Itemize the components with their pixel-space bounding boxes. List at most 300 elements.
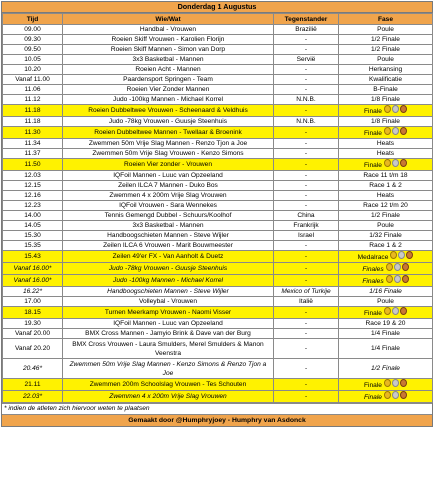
opponent-cell [274,297,339,307]
opponent-cell [274,25,339,35]
event-cell [63,359,274,379]
opponent-cell [274,35,339,45]
time-cell-text: 11.30 [24,129,41,136]
phase-cell-text: Finales [362,266,384,273]
opponent-cell-text: Italië [299,298,313,305]
phase-cell-text: Heats [376,150,395,157]
phase-cell [339,35,433,45]
phase-cell-text: 1/16 Finale [369,288,402,295]
event-cell [63,171,274,181]
table-row [3,251,433,263]
opponent-cell [274,241,339,251]
silver-medal-icon [392,105,399,113]
table-row [3,319,433,329]
event-cell-text: Roeien Skiff Mannen - Simon van Dorp [110,46,226,53]
table-row [3,307,433,319]
event-cell [63,241,274,251]
bronze-medal-icon [400,105,407,113]
opponent-cell-text: - [304,242,308,249]
event-cell [63,45,274,55]
time-cell-text: 12.16 [24,192,41,199]
opponent-cell [274,149,339,159]
time-cell [3,127,63,139]
time-cell-text: 17.00 [24,298,41,305]
phase-cell-text: Finale [364,394,382,401]
schedule-table [2,13,433,403]
event-cell [63,85,274,95]
opponent-cell-text: - [304,253,308,260]
event-cell [63,105,274,117]
phase-cell-text: 1/2 Finale [371,365,400,372]
event-cell-text: BMX Cross Mannen - Jamyio Brink & Dave van der Burg [85,330,251,337]
phase-cell [339,319,433,329]
table-row [3,201,433,211]
table-row [3,95,433,105]
event-cell [63,139,274,149]
event-cell [63,339,274,359]
opponent-cell-text: Brazilië [295,26,317,33]
table-row [3,159,433,171]
event-cell-text: Paardensport Springen - Team [123,76,213,83]
gold-medal-icon [384,307,391,315]
table-row [3,55,433,65]
phase-cell [339,241,433,251]
table-row [3,241,433,251]
table-row [3,275,433,287]
opponent-cell-text: - [304,182,308,189]
medal-icons [384,307,407,315]
opponent-cell [274,85,339,95]
table-row [3,117,433,127]
table-row [3,35,433,45]
event-cell-text: Roeien Dubbeltwee Mannen - Twellaar & Broenink [94,129,242,136]
event-cell [63,263,274,275]
table-row [3,287,433,297]
phase-cell-text: 1/8 Finale [371,96,400,103]
table-row [3,45,433,55]
opponent-cell-text: - [304,393,308,400]
event-cell [63,307,274,319]
phase-cell-text: Heats [376,140,395,147]
medal-icons [384,391,407,399]
phase-cell [339,105,433,117]
medal-icons [384,159,407,167]
opponent-cell-text: - [304,76,308,83]
time-cell-text: Vanaf 16.00* [13,277,52,284]
table-row [3,231,433,241]
time-cell-text: 11.18 [24,118,41,125]
opponent-cell-text: - [304,46,308,53]
time-cell [3,307,63,319]
opponent-cell [274,95,339,105]
event-cell [63,117,274,127]
event-cell-text: Zwemmen 4 x 200m Vrije Slag Vrouwen [109,192,227,199]
event-cell-text: Handbal - Vrouwen [139,26,197,33]
event-cell-text: Handboogschieten Mannen - Steve Wijler [107,232,229,239]
schedule-sheet [1,1,433,427]
time-cell-text: 09.30 [24,36,41,43]
time-cell-text: 20.46* [22,365,43,372]
phase-cell-text: Race 11 t/m 18 [363,172,408,179]
phase-cell [339,149,433,159]
time-cell-text: 21.11 [24,381,41,388]
column-header-event: Wie/Wat [63,14,274,25]
event-cell-text: Judo -78kg Vrouwen - Guusje Steenhuis [108,118,228,125]
event-cell-text: Handboogschieten Mannen - Steve Wijler [107,288,229,295]
event-cell [63,35,274,45]
time-cell [3,359,63,379]
phase-cell [339,263,433,275]
phase-cell [339,359,433,379]
event-cell [63,287,274,297]
phase-cell [339,25,433,35]
phase-cell [339,221,433,231]
gold-medal-icon [386,275,393,283]
time-cell [3,35,63,45]
phase-cell [339,231,433,241]
phase-cell-text: 1/32 Finale [369,232,402,239]
event-cell-text: Roeien Acht - Mannen [135,66,201,73]
opponent-cell [274,201,339,211]
table-row [3,171,433,181]
time-cell [3,105,63,117]
phase-cell-text: Finale [364,382,382,389]
opponent-cell-text: - [304,66,308,73]
table-row [3,263,433,275]
time-cell-text: 16.22* [22,288,43,295]
time-cell [3,241,63,251]
time-cell-text: 09.50 [24,46,41,53]
medal-icons [384,127,407,135]
time-cell [3,55,63,65]
time-cell-text: 14.00 [24,212,41,219]
gold-medal-icon [386,263,393,271]
silver-medal-icon [394,275,401,283]
medal-icons [384,379,407,387]
column-header-opponent: Tegenstander [274,14,339,25]
time-cell-text: 11.06 [24,86,41,93]
event-cell-text: IQFoil Mannen - Luuc van Opzeeland [113,320,223,327]
phase-cell [339,201,433,211]
time-cell-text: 12.03 [24,172,41,179]
event-cell-text: Judo -78kg Vrouwen - Guusje Steenhuis [108,265,228,272]
opponent-cell [274,359,339,379]
opponent-cell [274,231,339,241]
phase-cell-text: Race 1 & 2 [369,242,402,249]
table-row [3,379,433,391]
silver-medal-icon [394,263,401,271]
table-row [3,75,433,85]
phase-cell-text: Race 12 t/m 20 [363,202,408,209]
opponent-cell-text: - [304,36,308,43]
gold-medal-icon [384,159,391,167]
time-cell [3,117,63,127]
opponent-cell-text: - [304,86,308,93]
opponent-cell-text: - [304,161,308,168]
time-cell [3,75,63,85]
gold-medal-icon [384,127,391,135]
column-header-phase: Fase [339,14,433,25]
time-cell [3,65,63,75]
phase-cell [339,55,433,65]
opponent-cell-text: - [304,320,308,327]
table-row [3,359,433,379]
opponent-cell-text: Frankrijk [293,222,319,229]
phase-cell-text: Finale [364,162,382,169]
table-row [3,181,433,191]
event-cell-text: Roeien Skiff Vrouwen - Karolien Florijn [111,36,225,43]
phase-cell-text: Kwalificatie [369,76,402,83]
phase-cell-text: Herkansing [368,66,403,73]
gold-medal-icon [384,379,391,387]
phase-cell [339,339,433,359]
time-cell [3,319,63,329]
opponent-cell [274,263,339,275]
phase-cell-text: Medalrace [357,254,389,261]
event-cell [63,75,274,85]
time-cell [3,391,63,403]
time-cell-text: Vanaf 20.20 [14,345,51,352]
phase-cell-text: Heats [376,192,395,199]
event-cell-text: Roeien Vier zonder - Vrouwen [124,161,212,168]
opponent-cell [274,307,339,319]
time-cell [3,45,63,55]
event-cell [63,65,274,75]
event-cell [63,329,274,339]
opponent-cell-text: - [304,365,308,372]
table-row [3,329,433,339]
event-cell-text: Zeilen ILCA 7 Mannen - Duko Bos [118,182,218,189]
opponent-cell [274,105,339,117]
medal-icons [390,251,413,259]
header-row [3,14,433,25]
bronze-medal-icon [400,379,407,387]
time-cell-text: 10.05 [24,56,41,63]
opponent-cell-text: - [304,202,308,209]
event-cell-text: Judo -100kg Mannen - Michael Korrel [113,277,223,284]
opponent-cell-text: - [304,277,308,284]
event-cell-text: Zwemmen 200m Schoolslag Vrouwen - Tes Schouten [89,381,247,388]
opponent-cell-text: - [304,309,308,316]
time-cell [3,231,63,241]
event-cell-text: Roeien Dubbeltwee Vrouwen - Scheenaard & Veldhuis [88,107,248,114]
bronze-medal-icon [400,127,407,135]
time-cell [3,251,63,263]
phase-cell [339,287,433,297]
phase-cell-text: Race 1 & 2 [369,182,402,189]
table-row [3,297,433,307]
phase-cell [339,251,433,263]
bronze-medal-icon [406,251,413,259]
credits-footer: Gemaakt door @Humphryjoey - Humphry van Asdonck [2,414,432,426]
event-cell-text: Zwemmen 50m Vrije Slag Mannen - Kenzo Simons & Renzo Tjon a Joe [69,360,267,377]
event-cell-text: Judo -100kg Mannen - Michael Korrel [113,96,223,103]
event-cell-text: Zeilen ILCA 6 Vrouwen - Marit Bouwmeester [103,242,233,249]
phase-cell-text: Finale [364,130,382,137]
bronze-medal-icon [400,391,407,399]
phase-cell [339,181,433,191]
time-cell [3,379,63,391]
time-cell [3,287,63,297]
phase-cell [339,65,433,75]
silver-medal-icon [392,307,399,315]
footnote: * indien de atleten zich hiervoor weten te plaatsen [2,403,432,414]
event-cell-text: Volleybal - Vrouwen [138,298,198,305]
time-cell-text: 10.20 [24,66,41,73]
opponent-cell [274,211,339,221]
opponent-cell [274,159,339,171]
opponent-cell-text: Mexico of Turkije [281,288,331,295]
opponent-cell [274,275,339,287]
opponent-cell [274,55,339,65]
time-cell [3,95,63,105]
phase-cell [339,117,433,127]
event-cell-text: BMX Cross Vrouwen - Laura Smulders, Merel Smulders & Manon Veenstra [72,340,264,357]
phase-cell [339,391,433,403]
opponent-cell [274,171,339,181]
opponent-cell [274,65,339,75]
phase-cell [339,127,433,139]
event-cell [63,231,274,241]
medal-icons [386,275,409,283]
gold-medal-icon [390,251,397,259]
phase-cell-text: Poule [377,26,394,33]
event-cell [63,191,274,201]
time-cell [3,85,63,95]
table-row [3,139,433,149]
opponent-cell-text: - [304,129,308,136]
phase-cell [339,191,433,201]
time-cell-text: 14.05 [24,222,41,229]
time-cell-text: 15.43 [24,253,41,260]
phase-cell [339,95,433,105]
time-cell [3,211,63,221]
opponent-cell-text: N.N.B. [296,96,316,103]
time-cell [3,329,63,339]
time-cell-text: Vanaf 16.00* [13,265,52,272]
event-cell-text: 3x3 Basketbal - Mannen [132,56,204,63]
time-cell-text: 11.34 [24,140,41,147]
table-row [3,65,433,75]
opponent-cell [274,339,339,359]
opponent-cell [274,139,339,149]
opponent-cell-text: - [304,330,308,337]
time-cell [3,263,63,275]
event-cell [63,211,274,221]
table-row [3,149,433,159]
phase-cell-text: Poule [377,222,394,229]
phase-cell-text: Race 19 & 20 [365,320,406,327]
phase-cell [339,85,433,95]
event-cell [63,95,274,105]
opponent-cell [274,251,339,263]
phase-cell [339,307,433,319]
opponent-cell-text: Israel [297,232,315,239]
opponent-cell-text: - [304,172,308,179]
event-cell-text: Zeilen 49'er FX - Van Aanholt & Duetz [112,253,224,260]
opponent-cell [274,319,339,329]
opponent-cell [274,75,339,85]
event-cell-text: Roeien Vier Zonder Mannen [126,86,210,93]
table-row [3,211,433,221]
silver-medal-icon [392,391,399,399]
opponent-cell [274,191,339,201]
opponent-cell-text: - [304,150,308,157]
time-cell-text: 18.15 [24,309,41,316]
page-title: Donderdag 1 Augustus [2,2,432,13]
opponent-cell [274,287,339,297]
event-cell [63,251,274,263]
opponent-cell-text: - [304,107,308,114]
opponent-cell-text: - [304,265,308,272]
event-cell-text: Zwemmen 50m Vrije Slag Mannen - Renzo Tjon a Joe [88,140,248,147]
time-cell-text: 12.23 [24,202,41,209]
opponent-cell [274,117,339,127]
bronze-medal-icon [400,159,407,167]
time-cell [3,159,63,171]
time-cell [3,149,63,159]
opponent-cell [274,379,339,391]
event-cell [63,181,274,191]
event-cell [63,297,274,307]
phase-cell [339,297,433,307]
phase-cell-text: Poule [377,56,394,63]
time-cell-text: 12.15 [24,182,41,189]
opponent-cell-text: Servië [296,56,316,63]
table-row [3,391,433,403]
opponent-cell [274,45,339,55]
medal-icons [386,263,409,271]
bronze-medal-icon [402,263,409,271]
bronze-medal-icon [402,275,409,283]
opponent-cell-text: - [304,192,308,199]
event-cell [63,149,274,159]
time-cell [3,339,63,359]
time-cell [3,201,63,211]
event-cell [63,55,274,65]
time-cell-text: 15.35 [24,242,41,249]
opponent-cell [274,329,339,339]
phase-cell-text: 1/2 Finale [371,36,400,43]
opponent-cell [274,391,339,403]
silver-medal-icon [392,159,399,167]
phase-cell-text: 1/2 Finale [371,212,400,219]
phase-cell-text: 1/8 Finale [371,118,400,125]
table-row [3,25,433,35]
event-cell-text: Zwemmen 4 x 200m Vrije Slag Vrouwen [109,393,227,400]
phase-cell-text: B-Finale [373,86,398,93]
event-cell-text: 3x3 Basketbal - Mannen [132,222,204,229]
table-row [3,191,433,201]
opponent-cell-text: - [304,345,308,352]
schedule-rows [3,25,433,403]
event-cell [63,319,274,329]
phase-cell-text: Finales [362,278,384,285]
table-row [3,105,433,117]
event-cell-text: Zwemmen 50m Vrije Slag Vrouwen - Kenzo Simons [92,150,244,157]
table-row [3,339,433,359]
time-cell-text: Vanaf 20.00 [14,330,51,337]
event-cell [63,201,274,211]
time-cell [3,181,63,191]
time-cell [3,275,63,287]
time-cell [3,139,63,149]
phase-cell-text: Finale [364,108,382,115]
time-cell-text: 11.18 [24,107,41,114]
time-cell [3,191,63,201]
opponent-cell-text: China [297,212,315,219]
time-cell-text: 11.37 [24,150,41,157]
